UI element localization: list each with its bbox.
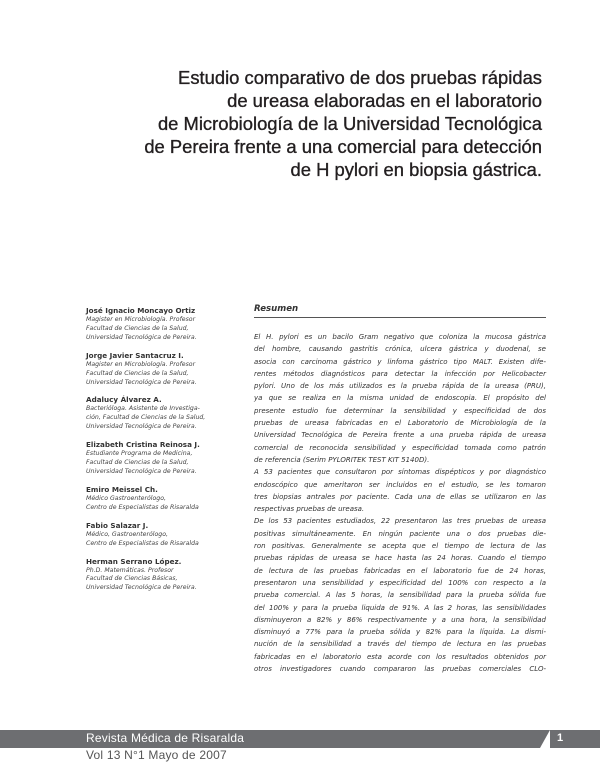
author-block bbox=[86, 394, 251, 432]
abstract-line: Universidad Tecnológica de Pereira frente a una prueba rápida de ureasa bbox=[254, 431, 546, 440]
journal-name: Revista Médica de Risaralda bbox=[86, 731, 245, 745]
author-name: Adalucy Álvarez A. bbox=[86, 395, 162, 405]
author-block bbox=[86, 556, 251, 594]
author-affiliation: Universidad Tecnológica de Pereira. bbox=[86, 333, 197, 341]
author-affiliation: Estudiante Programa de Medicina, bbox=[86, 450, 193, 458]
author-affiliation: Centro de Especialistas de Risaralda bbox=[86, 539, 199, 547]
author-block bbox=[86, 350, 251, 388]
title-line: de H pylori en biopsia gástrica. bbox=[290, 159, 542, 180]
author-affiliation: Médico Gastroenterólogo, bbox=[86, 494, 166, 502]
author-affiliation: Facultad de Ciencias Básicas, bbox=[86, 575, 178, 583]
author-block bbox=[86, 305, 251, 343]
author-affiliation: Centro de Especialistas de Risaralda bbox=[86, 503, 199, 511]
abstract-line: comercial de reconocida sensibilidad y especificidad tomada como patrón bbox=[254, 443, 546, 452]
author-name: Elizabeth Cristina Reinosa J. bbox=[86, 440, 200, 450]
page-number: 1 bbox=[557, 732, 564, 744]
abstract-line: De los 53 pacientes estudiados, 22 presentaron las tres pruebas de ureasa bbox=[254, 517, 546, 526]
author-affiliation: Ph.D. Matemáticas. Profesor bbox=[86, 566, 174, 574]
abstract-line: rentes métodos diagnósticos para detectar la infección por Helicobacter bbox=[254, 369, 546, 378]
author-affiliation: Médico, Gastroenterólogo, bbox=[86, 530, 168, 538]
abstract-line: prueba comercial. A las 5 horas, la sensibilidad para la prueba sólida fue bbox=[254, 591, 546, 600]
abstract-line: El H. pylori es un bacilo Gram negativo que coloniza la mucosa gástrica bbox=[254, 333, 546, 341]
abstract-line: ron positivas. Generalmente se acepta que el tiempo de lectura de las bbox=[254, 542, 546, 551]
author-affiliation: Universidad Tecnológica de Pereira. bbox=[86, 584, 197, 592]
author-name: Emiro Meissel Ch. bbox=[86, 484, 158, 494]
title-line: Estudio comparativo de dos pruebas rápidas bbox=[178, 67, 542, 88]
abstract-line: disminuyó a 77% para la prueba sólida y 82% para la líquida. La dismi- bbox=[254, 628, 546, 637]
author-name: Herman Serrano López. bbox=[86, 556, 182, 566]
abstract-line: respectivas pruebas de ureasa. bbox=[254, 505, 365, 514]
title-line: de ureasa elaboradas en el laboratorio bbox=[227, 90, 542, 111]
footer-notch bbox=[540, 730, 550, 748]
title-line: de Pereira frente a una comercial para detección bbox=[144, 136, 542, 157]
abstract-line: ya que se realiza en la misma unidad de endoscopia. El propósito del bbox=[254, 394, 546, 403]
author-affiliation: Facultad de Ciencias de la Salud, bbox=[86, 369, 189, 377]
author-affiliation: Universidad Tecnológica de Pereira. bbox=[86, 423, 197, 431]
abstract-line: pylori. Uno de los más utilizados es la prueba rápida de la ureasa (PRU), bbox=[254, 382, 546, 391]
author-affiliation: Facultad de Ciencias de la Salud, bbox=[86, 459, 189, 467]
abstract-line: del 100% y para la prueba liquida de 91%. A las 2 horas, las sensibilidades bbox=[254, 603, 546, 612]
author-affiliation: Facultad de Ciencias de la Salud, bbox=[86, 324, 189, 332]
author-affiliation: Universidad Tecnológica de Pereira. bbox=[86, 378, 197, 386]
author-name: Jorge Javier Santacruz I. bbox=[86, 350, 184, 360]
abstract-line: del hombre, causando gastritis crónica, ulcera gástrica y duodenal, se bbox=[254, 345, 546, 354]
author-block bbox=[86, 439, 251, 477]
author-affiliation: Universidad Tecnológica de Pereira. bbox=[86, 467, 197, 475]
abstract-line: nución de la sensibilidad a través del tiempo de lectura en las pruebas bbox=[254, 640, 546, 649]
title-line: de Microbiología de la Universidad Tecnológica bbox=[157, 113, 542, 134]
author-affiliation: ción, Facultad de Ciencias de la Salud, bbox=[86, 414, 206, 422]
article-title bbox=[72, 66, 542, 181]
abstract-line: presente estudio fue determinar la sensibilidad y especificidad de dos bbox=[254, 406, 546, 415]
abstract-body bbox=[254, 331, 546, 675]
abstract-line: pruebas de ureasa fabricadas en el Laboratorio de Microbiología de la bbox=[254, 419, 546, 428]
abstract-line: de lectura de las pruebas fabricadas en el laboratorio fue de 24 horas, bbox=[254, 566, 546, 575]
abstract-line: fabricadas en el laboratorio esta acorde con los resultados obtenidos por bbox=[254, 652, 546, 661]
abstract-line: presentaron una sensibilidad y especificidad del 100% con respecto a la bbox=[254, 578, 546, 587]
abstract-line: endoscópico que ameritaron ser incluidos en el estudio, se les tomaron bbox=[254, 480, 546, 489]
abstract-line: de referencia (Serim PYLORITEK TEST KIT 5140D). bbox=[254, 455, 430, 464]
journal-volume: Vol 13 N°1 Mayo de 2007 bbox=[86, 748, 227, 762]
abstract-line: tres biopsias antrales por paciente. Cada una de ellas se utilizaron en las bbox=[254, 492, 546, 501]
abstract-heading: Resumen bbox=[254, 304, 546, 318]
abstract-line: disminuyeron a 82% y 86% respectivamente y a una hora, la sensibilidad bbox=[254, 615, 546, 624]
author-name: José Ignacio Moncayo Ortiz bbox=[86, 306, 196, 315]
author-block bbox=[86, 484, 251, 513]
author-block bbox=[86, 520, 251, 549]
author-name: Fabio Salazar J. bbox=[86, 520, 149, 530]
abstract-line: otros investigadores cuando compararon las pruebas comerciales CLO- bbox=[254, 665, 546, 674]
author-list bbox=[86, 305, 251, 600]
abstract-line: positivas simultáneamente. En ningún paciente una o dos pruebas die- bbox=[254, 529, 546, 538]
abstract-line: A 53 pacientes que consultaron por síntomas dispépticos y por diagnóstico bbox=[254, 468, 546, 477]
author-affiliation: Magister en Microbiología. Profesor bbox=[86, 316, 196, 323]
abstract-line: pruebas rápidas de ureasa se hace hasta las 24 horas. Cuando el tiempo bbox=[254, 554, 546, 563]
abstract-line: asocia con carcinoma gástrico y linfoma gástrico tipo MALT. Existen dife- bbox=[254, 357, 546, 366]
author-affiliation: Bacterióloga. Asistente de Investiga- bbox=[86, 405, 200, 413]
author-affiliation: Magister en Microbiología. Profesor bbox=[86, 360, 196, 368]
